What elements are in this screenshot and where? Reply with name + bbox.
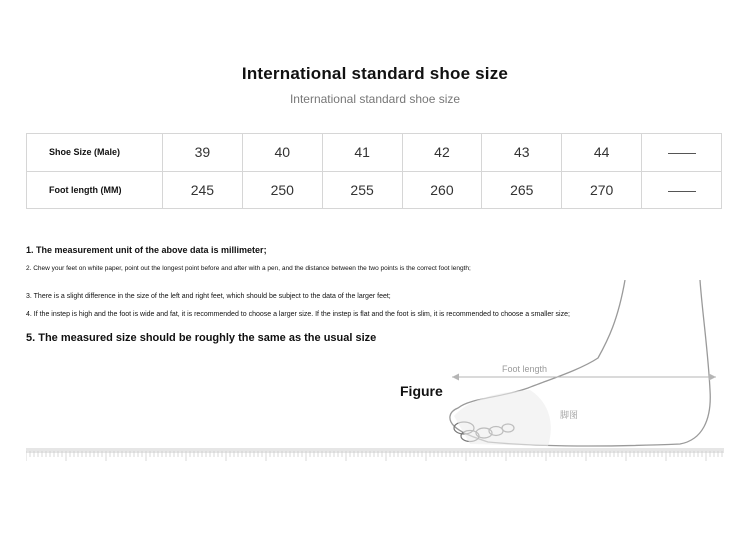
table-cell: 245 (163, 171, 243, 209)
note-3: 3. There is a slight difference in the size of the left and right feet, which should be subject to the data of the larger feet; (26, 293, 391, 300)
table-cell: 40 (242, 134, 322, 172)
table-row (27, 134, 722, 172)
table-cell: 43 (482, 134, 562, 172)
dash-mark (668, 153, 696, 154)
table-cell: 255 (322, 171, 402, 209)
note-5: 5. The measured size should be roughly the same as the usual size (26, 332, 377, 344)
empty-cell (642, 134, 722, 172)
table-cell: 41 (322, 134, 402, 172)
note-2: 2. Chew your feet on white paper, point out the longest point before and after with a pen, and the distance between the two points is the correct foot length; (26, 265, 471, 272)
size-table (26, 133, 722, 209)
page-subtitle: International standard shoe size (289, 92, 461, 106)
note-1: 1. The measurement unit of the above data is millimeter; (26, 245, 267, 255)
table-cell: 260 (402, 171, 482, 209)
page-title: International standard shoe size (241, 64, 509, 83)
table-row (27, 171, 722, 209)
table-cell: 265 (482, 171, 562, 209)
row-label-shoe-size: Shoe Size (Male) (27, 134, 163, 172)
empty-cell (642, 171, 722, 209)
table-cell: 44 (562, 134, 642, 172)
note-4: 4. If the instep is high and the foot is wide and fat, it is recommended to choose a larger size. If the instep is flat and the foot is slim, it is recommended to choose a smaller size; (26, 311, 570, 318)
table-cell: 39 (163, 134, 243, 172)
figure-label: Figure (400, 383, 443, 399)
foot-illustration (430, 280, 730, 450)
foot-length-label: Foot length (502, 364, 548, 374)
ruler-bar (26, 448, 724, 462)
table-cell: 270 (562, 171, 642, 209)
row-label-foot-length: Foot length (MM) (27, 171, 163, 209)
table-cell: 42 (402, 134, 482, 172)
dash-mark (668, 191, 696, 192)
table-cell: 250 (242, 171, 322, 209)
chinese-label: 脚图 (560, 411, 579, 421)
